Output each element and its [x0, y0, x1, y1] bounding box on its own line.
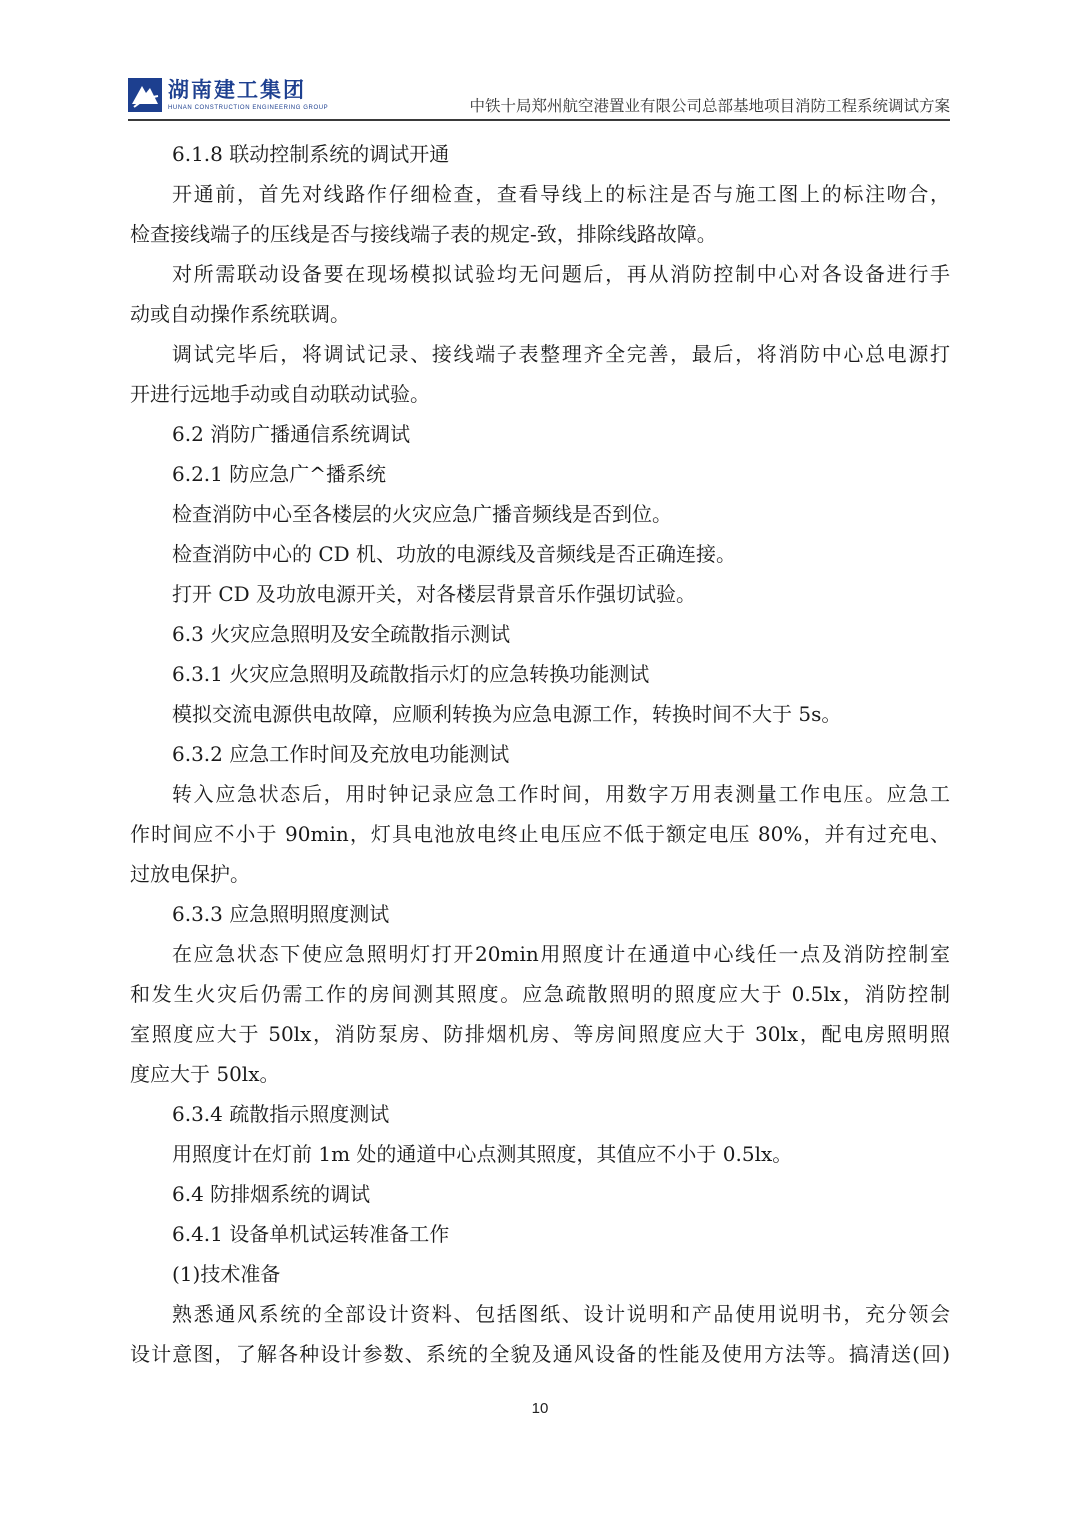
paragraph-line: 作时间应不小于 90min，灯具电池放电终止电压应不低于额定电压 80%，并有过充电、: [130, 822, 950, 846]
paragraph-line: 对所需联动设备要在现场模拟试验均无问题后，再从消防控制中心对各设备进行手: [172, 262, 950, 286]
paragraph-line: 设计意图，了解各种设计参数、系统的全貌及通风设备的性能及使用方法等。搞清送(回): [130, 1342, 950, 1366]
logo-mark-icon: [128, 78, 162, 112]
paragraph-line: 调试完毕后，将调试记录、接线端子表整理齐全完善，最后，将消防中心总电源打: [172, 342, 950, 366]
heading-6-4-1: 6.4.1 设备单机试运转准备工作: [172, 1222, 450, 1246]
heading-6-2-1: 6.2.1 防应急广^播系统: [172, 462, 387, 486]
paragraph-line: 过放电保护。: [130, 862, 250, 886]
heading-6-2: 6.2 消防广播通信系统调试: [172, 422, 411, 446]
paragraph-line: 熟悉通风系统的全部设计资料、包括图纸、设计说明和产品使用说明书，充分领会: [172, 1302, 950, 1326]
heading-6-3-3: 6.3.3 应急照明照度测试: [172, 902, 390, 926]
paragraph-line: 检查消防中心至各楼层的火灾应急广播音频线是否到位。: [172, 502, 672, 526]
paragraph-line: 和发生火灾后仍需工作的房间测其照度。应急疏散照明的照度应大于 0.5lx，消防控制: [130, 982, 950, 1006]
paragraph-line: 检查消防中心的 CD 机、功放的电源线及音频线是否正确连接。: [172, 542, 737, 566]
heading-6-4: 6.4 防排烟系统的调试: [172, 1182, 371, 1206]
logo-english-name: HUNAN CONSTRUCTION ENGINEERING GROUP: [168, 105, 329, 111]
page-number: 10: [531, 1400, 549, 1417]
page-header: [128, 68, 950, 120]
paragraph-line: 开进行远地手动或自动联动试验。: [130, 382, 430, 406]
paragraph-line: 转入应急状态后，用时钟记录应急工作时间，用数字万用表测量工作电压。应急工: [172, 782, 950, 806]
logo-chinese-name: 湖南建工集团: [168, 78, 306, 102]
paragraph-line: 动或自动操作系统联调。: [130, 302, 350, 326]
paragraph-line: 打开 CD 及功放电源开关，对各楼层背景音乐作强切试验。: [172, 582, 697, 606]
heading-6-3-1: 6.3.1 火灾应急照明及疏散指示灯的应急转换功能测试: [172, 662, 650, 686]
subheading-technical-preparation: (1)技术准备: [172, 1262, 281, 1286]
paragraph-line: 开通前，首先对线路作仔细检查，查看导线上的标注是否与施工图上的标注吻合，: [172, 182, 950, 206]
paragraph-line: 在应急状态下使应急照明灯打开20min用照度计在通道中心线任一点及消防控制室: [172, 942, 950, 966]
paragraph-line: 度应大于 50lx。: [130, 1062, 280, 1086]
header-divider: [128, 119, 950, 121]
page-body: [130, 134, 950, 1374]
heading-6-1-8: 6.1.8 联动控制系统的调试开通: [172, 142, 450, 166]
paragraph-line: 检查接线端子的压线是否与接线端子表的规定-致，排除线路故障。: [130, 222, 717, 246]
heading-6-3-2: 6.3.2 应急工作时间及充放电功能测试: [172, 742, 510, 766]
paragraph-line: 室照度应大于 50lx，消防泵房、防排烟机房、等房间照度应大于 30lx，配电房照明照: [130, 1022, 950, 1046]
heading-6-3: 6.3 火灾应急照明及安全疏散指示测试: [172, 622, 511, 646]
document-title: 中铁十局郑州航空港置业有限公司总部基地项目消防工程系统调试方案: [469, 97, 950, 115]
paragraph-line: 模拟交流电源供电故障，应顺利转换为应急电源工作，转换时间不大于 5s。: [172, 702, 842, 726]
heading-6-3-4: 6.3.4 疏散指示照度测试: [172, 1102, 390, 1126]
company-logo: [128, 78, 328, 112]
paragraph-line: 用照度计在灯前 1m 处的通道中心点测其照度，其值应不小于 0.5lx。: [172, 1142, 793, 1166]
